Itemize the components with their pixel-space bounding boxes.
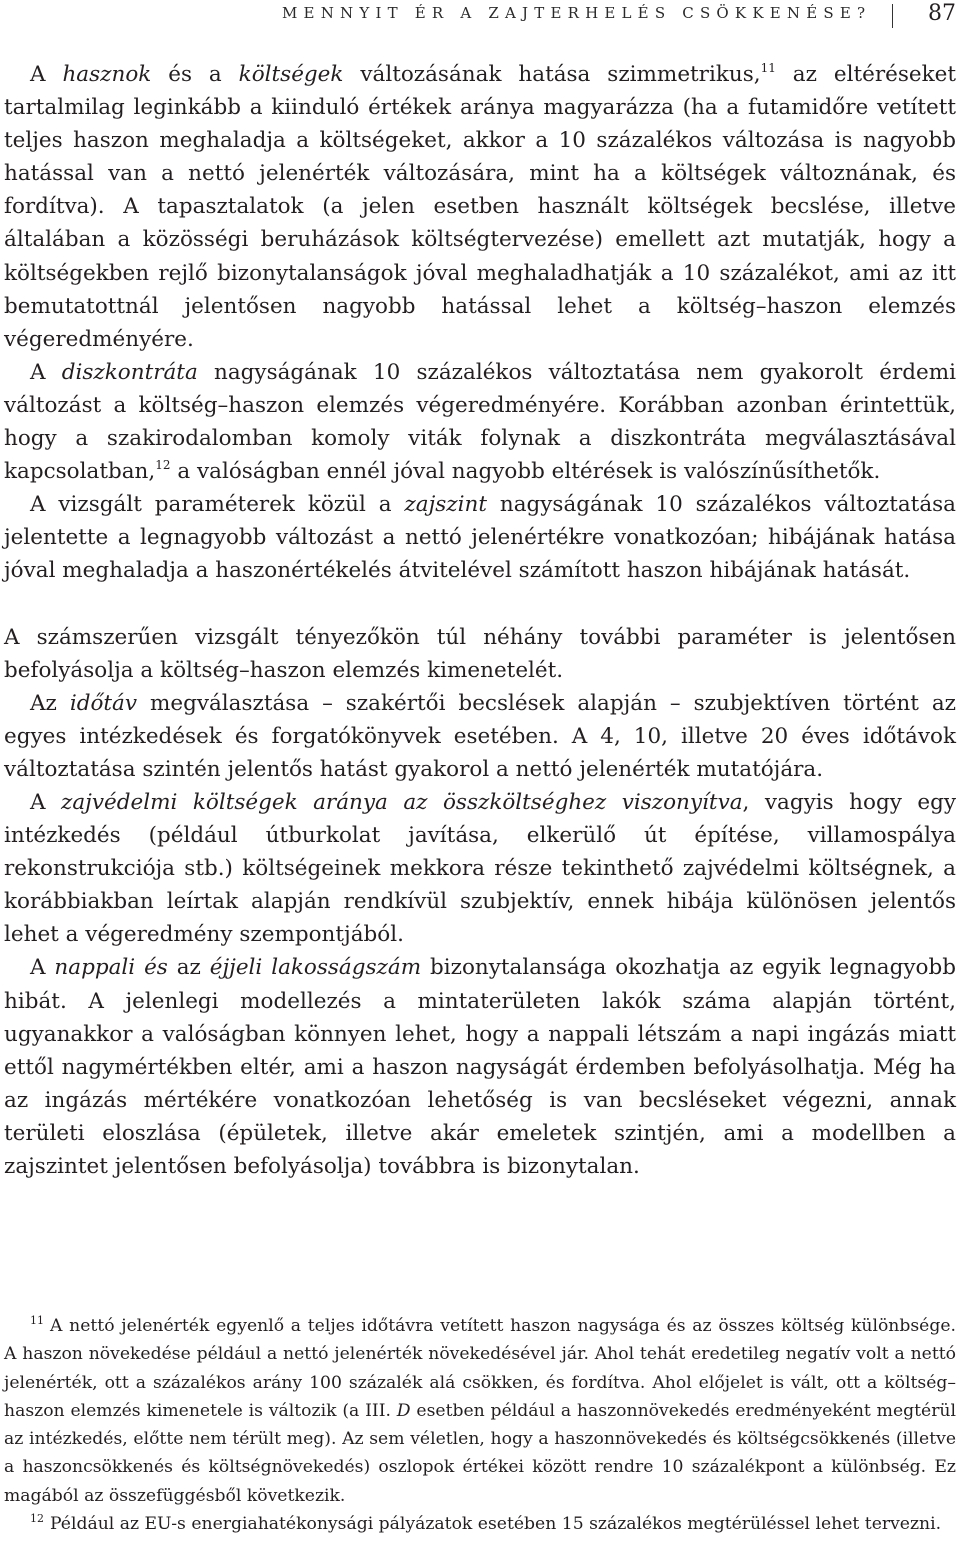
paragraph-time-horizon: Az időtáv megválasztása – szakértői becslések alapján – szubjektíven történt az egyes intézkedések és forgatókönyvek esetében. A 4, 10, illetve 20 éves időtávok változtatása szintén jelentős hatást gyakorol a nettó jelenérték mutatójára.	[4, 690, 956, 782]
footnote-ref-11[interactable]: 11	[760, 61, 776, 75]
term-zajszint: zajszint	[404, 492, 487, 518]
footnote-number-11: 11	[30, 1314, 44, 1327]
running-head: MENNYIT ÉR A ZAJTERHELÉS CSÖKKENÉSE?	[282, 4, 872, 22]
term-hasznok: hasznok	[62, 62, 152, 87]
footnote-number-12: 12	[30, 1512, 44, 1526]
paragraph-discount-rate: A diszkontráta nagyságának 10 százalékos változtatása nem gyakorolt érdemi változást a költség–haszon elemzés végeredményére. Korábban azonban érintettük, hogy a szakirodalomban komoly viták folynak a diszkontráta megválasztásával kapcsolatban,$^{12}$ a valóságban ennél jóval nagyobb eltérések is valószínűsíthetők.	[4, 359, 956, 485]
header-divider	[892, 4, 893, 28]
term-idotav: időtáv	[69, 690, 137, 716]
footnote-ref-12[interactable]: 12	[155, 458, 171, 473]
term-koltsegek: költségek	[238, 62, 344, 87]
paragraph-population: A nappali és az éjjeli lakosságszám bizonytalansága okozhatja az egyik legnagyobb hibát. A jelenlegi modellezés a mintaterületen lakók száma alapján történt, ugyanakkor a valóságban könnyen lehet, hogy a nappali létszám a napi ingázás miatt ettől nagymértékben eltér, ami a haszon nagyságát érdemben befolyásolhatja. Még ha az ingázás mértékére vonatkozóan lehetőség is van becsléseket végezni, annak területi eloszlása (épületek, illetve akár emeletek szintjén, ami a modellben a zajszintet jelentősen befolyásolja) továbbra is bizonytalan.	[4, 955, 956, 1179]
term-zajvedelmi-koltsegek: zajvédelmi költségek aránya az összköltséghez viszonyítva	[61, 789, 743, 815]
term-nappali: nappali és	[54, 955, 168, 981]
paragraph-other-parameters: A számszerűen vizsgált tényezőkön túl néhány további paraméter is jelentősen befolyásolja a költség–haszon elemzés kimenetelét.	[4, 624, 956, 683]
footnotes	[4, 1312, 956, 1538]
page-header	[282, 1, 960, 30]
term-ejjeli-lakossagszam: éjjeli lakosságszám	[209, 955, 422, 981]
footnote-12: $^{12}$ Például az EU-s energiahatékonysági pályázatok esetében 15 százalékos megtérüléssel lehet tervezni.	[30, 1512, 942, 1535]
footnote-11: $^{11}$ A nettó jelenérték egyenlő a teljes időtávra vetített haszon nagysága és az összes költség különbsége. A haszon növekedése például a nettó jelenérték növekedésével jár. Ahol tehát eredetileg negatív volt a nettó jelenérték, ott a százalékos arány 100 százalék alá csökken, és fordítva. Ahol előjelet is vált, ott a költség–haszon elemzés kimenetele is változik (a III. D esetben például a haszonnövekedés eredményeként megtérül az intézkedés, előtte nem térült meg). Az sem véletlen, hogy a haszonnövekedés és költségcsökkenés (illetve a haszoncsökkenés és költségnövekedés) oszlopok értékei között rendre 10 százalékpont a különbség. Ez magából az összefüggésből következik.	[4, 1314, 957, 1506]
paragraph-noise-cost-ratio: A zajvédelmi költségek aránya az összköltséghez viszonyítva, vagyis hogy egy intézkedés (például útburkolat javítása, elkerülő út építése, villamospálya rekonstrukciója stb.) költségeinek mekkora része tekinthető zajvédelmi költségnek, a korábbiakban leírtak alapján rendkívül szubjektív, ennek hibája különösen jelentős lehet a végeredmény szempontjából.	[4, 789, 956, 948]
page-number: 87	[928, 1, 956, 26]
body-text	[4, 58, 956, 1183]
paragraph-costs-benefits: A hasznok és a költségek változásának hatása szimmetrikus,$^{11}$ az eltéréseket tartalmilag leginkább a kiinduló értékek aránya magyarázza (ha a futamidőre vetített teljes haszon meghaladja a költségeket, akkor a 10 százalékos változása is nagyobb hatással van a nettó jelenérték változására, mint ha a költségek változnának, és fordítva). A tapasztalatok (a jelen esetben használt költségek becslése, illetve általában a közösségi beruházások költségtervezése) emellett azt mutatják, hogy a költségekben rejlő bizonytalanságok jóval meghaladhatják a 10 százalékot, ami az itt bemutatottnál jelentősen nagyobb hatással lehet a költség–haszon elemzés végeredményére.	[4, 61, 956, 352]
paragraph-noise-level: A vizsgált paraméterek közül a zajszint nagyságának 10 százalékos változtatása jelentette a legnagyobb változást a nettó jelenértékre vonatkozóan; hibájának hatása jóval meghaladja a haszonértékelés átvitelével számított haszon hibájának hatását.	[4, 492, 956, 584]
term-diszkontrata: diszkontráta	[61, 359, 198, 385]
